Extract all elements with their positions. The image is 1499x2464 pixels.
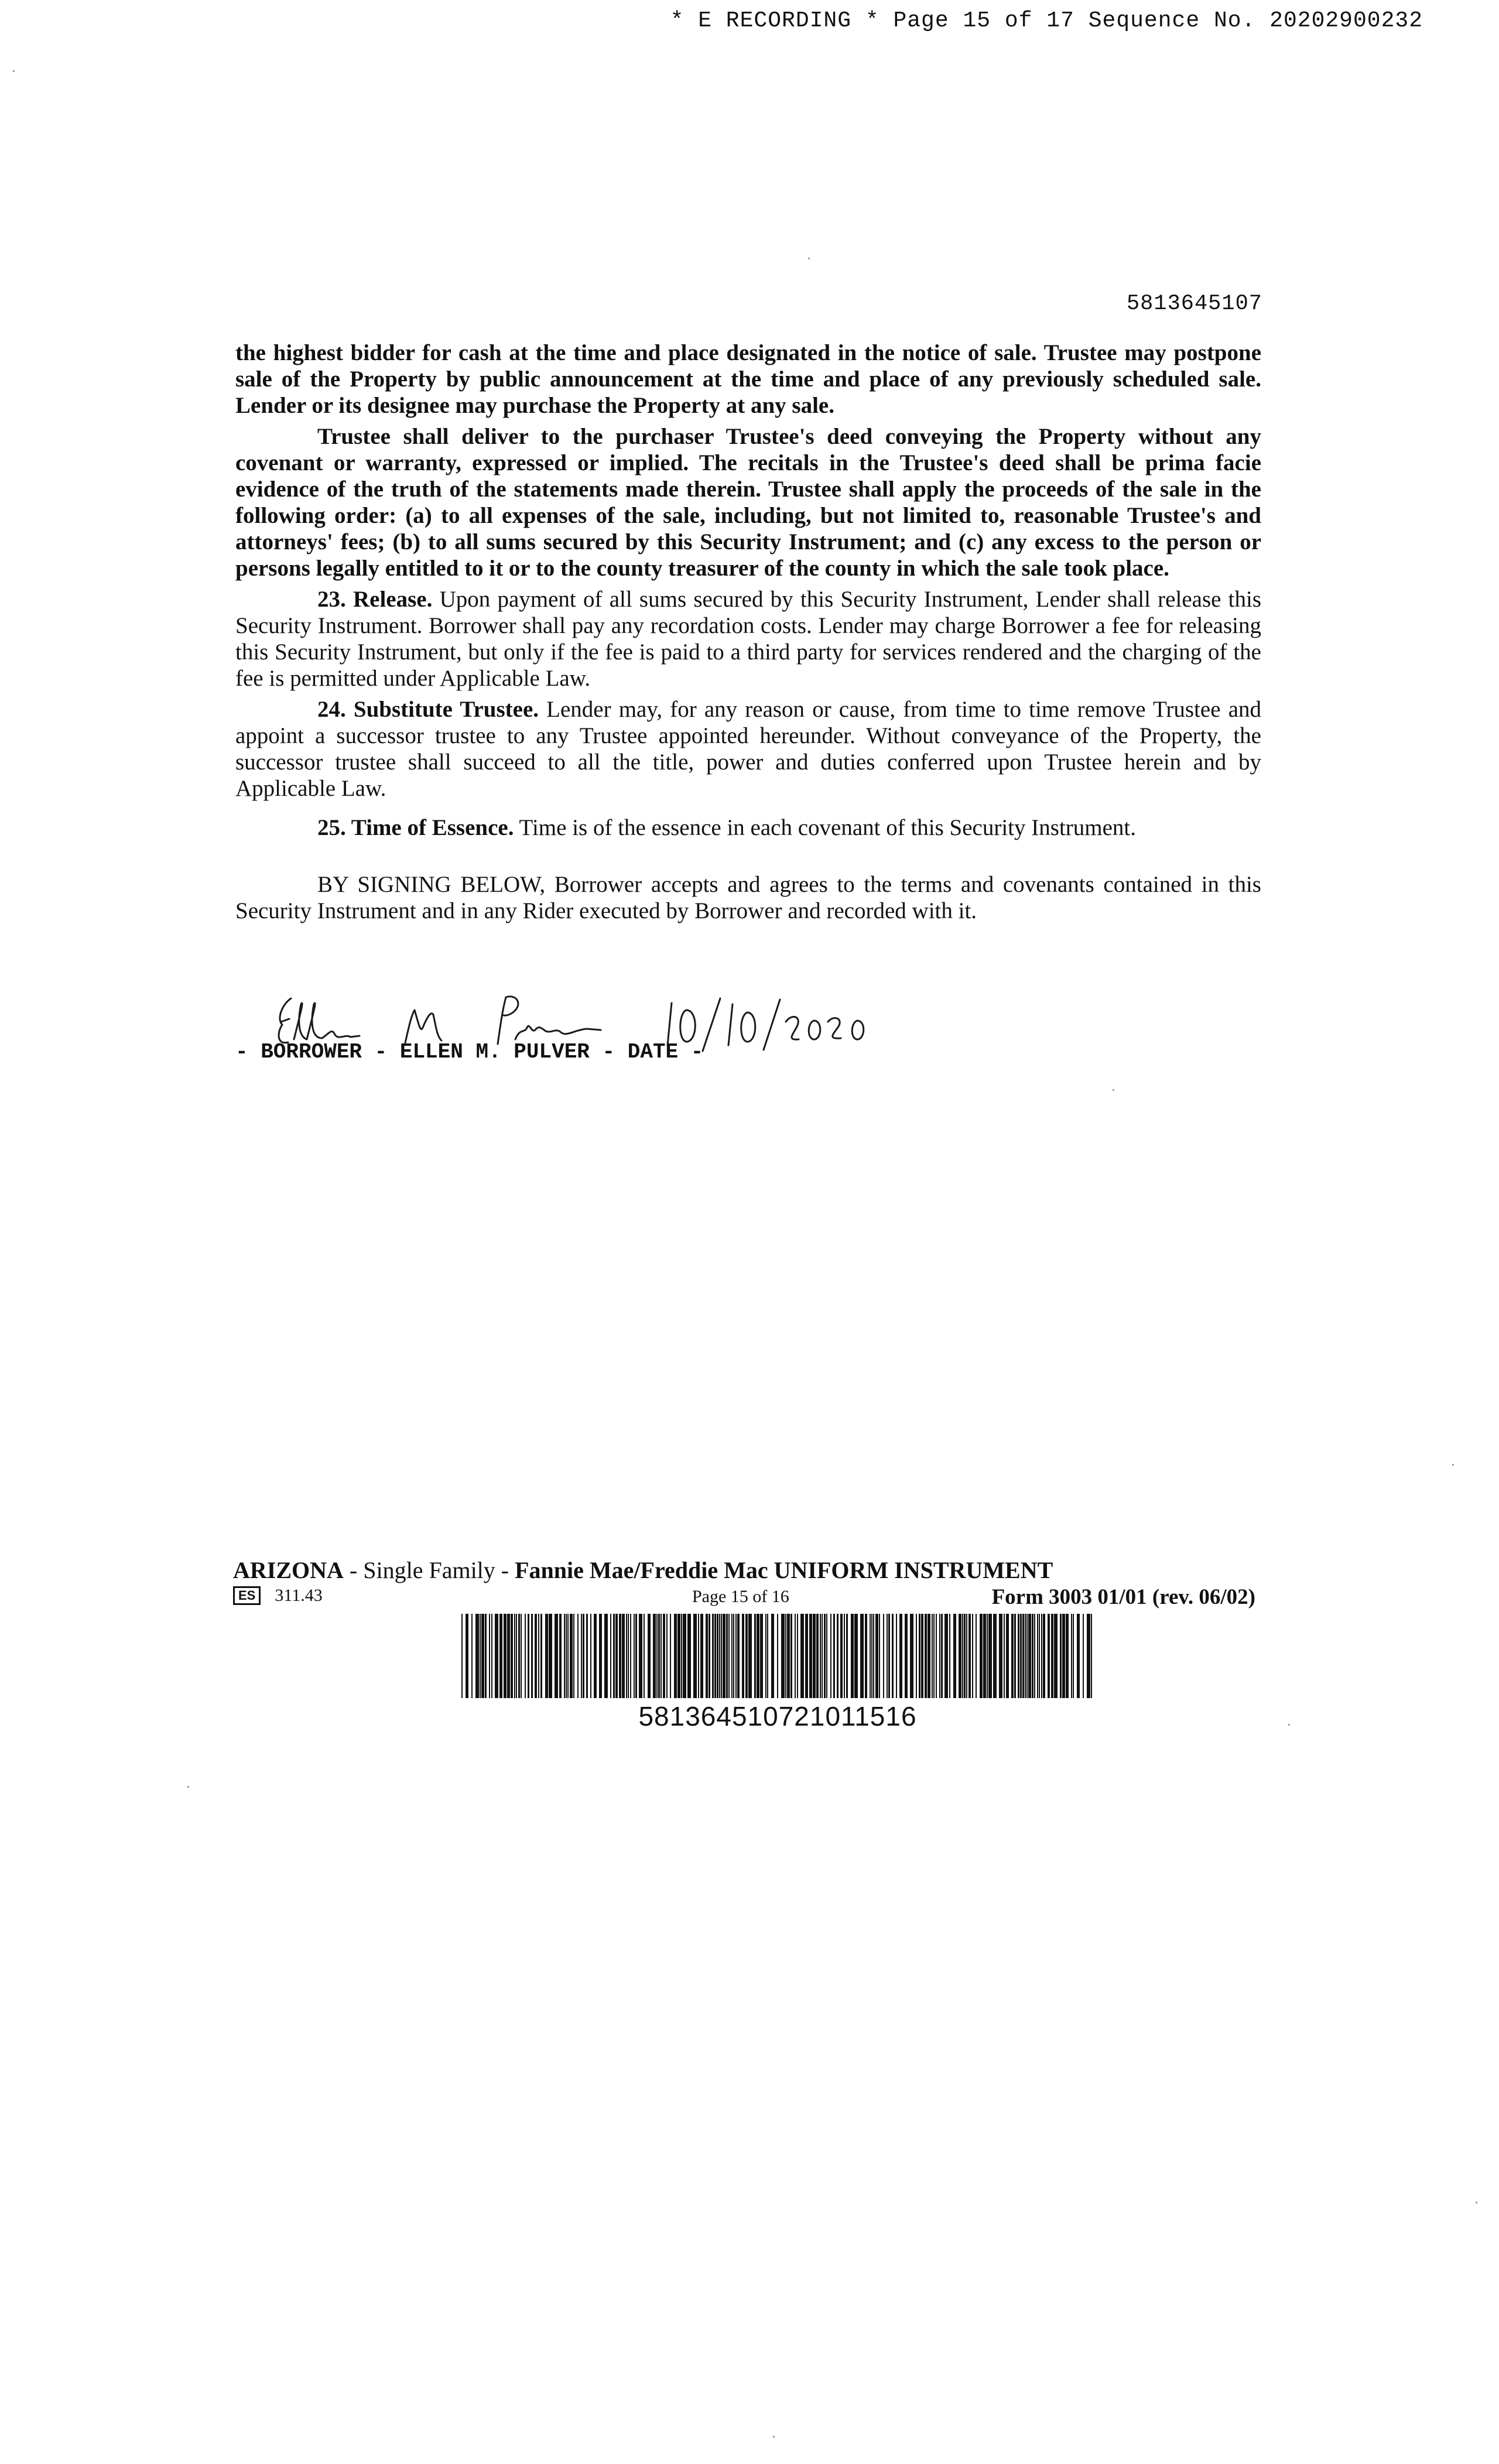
barcode-bar — [840, 1614, 843, 1698]
barcode-bar — [495, 1614, 498, 1698]
barcode-bar — [1091, 1614, 1092, 1698]
barcode-bar — [656, 1614, 658, 1698]
barcode-bar — [660, 1614, 662, 1698]
barcode-bar — [1032, 1614, 1033, 1698]
barcode-bar — [928, 1614, 930, 1698]
barcode-bar — [731, 1614, 733, 1698]
barcode-bar — [499, 1614, 502, 1698]
barcode-bar — [723, 1614, 725, 1698]
section-23-release — [235, 586, 1261, 692]
section-24-heading: 24. Substitute Trustee. — [317, 697, 539, 722]
recording-stamp: * E RECORDING * Page 15 of 17 Sequence No. 20202900232 — [670, 8, 1423, 33]
barcode-bar — [721, 1614, 722, 1698]
barcode-bar — [709, 1614, 710, 1698]
barcode-bar — [932, 1614, 933, 1698]
barcode-bar — [1051, 1614, 1053, 1698]
barcode-bar — [577, 1614, 579, 1698]
paragraph-trustee-deed: Trustee shall deliver to the purchaser Trustee's deed conveying the Property without any covenant or warranty, expressed or implied. The recitals in the Trustee's deed shall be prima facie evidence of the truth of the statements made therein. Trustee shall apply the proceeds of the sale in the following order: (a) to all expenses of the sale, including, but not limited to, reasonable Trustee's and attorneys' fees; (b) to all sums secured by this Security Instrument; and (c) any excess to the person or persons legally entitled to it or to the county treasurer of the county in which the sale took place. — [235, 424, 1261, 581]
barcode-bar — [983, 1614, 986, 1698]
barcode-bar — [887, 1614, 888, 1698]
page-indicator: Page 15 of 16 — [692, 1587, 789, 1606]
barcode-bar — [875, 1614, 878, 1698]
barcode-bar — [471, 1614, 473, 1698]
barcode-bar — [976, 1614, 977, 1698]
barcode-bar — [626, 1614, 627, 1698]
barcode-bar — [634, 1614, 635, 1698]
barcode-bar — [630, 1614, 631, 1698]
barcode-bar — [491, 1614, 492, 1698]
barcode-bar — [461, 1614, 463, 1698]
barcode-bar — [809, 1614, 812, 1698]
barcode-bar — [480, 1614, 481, 1698]
barcode-bar — [528, 1614, 529, 1698]
barcode-bar — [873, 1614, 874, 1698]
barcode-bar — [953, 1614, 956, 1698]
scan-speck — [13, 70, 15, 72]
barcode-bar — [910, 1614, 913, 1698]
barcode-bar — [795, 1614, 796, 1698]
barcode-bar — [765, 1614, 766, 1698]
barcode-bar — [628, 1614, 629, 1698]
barcode-bar — [790, 1614, 792, 1698]
barcode-bar — [1041, 1614, 1042, 1698]
barcode-bar — [1022, 1614, 1024, 1698]
barcode-bar — [674, 1614, 677, 1698]
barcode-bar — [1066, 1614, 1069, 1698]
barcode-bar — [1004, 1614, 1005, 1698]
barcode-bar — [613, 1614, 615, 1698]
barcode-bar — [698, 1614, 699, 1698]
barcode-bar — [717, 1614, 718, 1698]
barcode-bar — [549, 1614, 552, 1698]
section-25-heading: 25. Time of Essence. — [317, 815, 514, 840]
barcode-bar — [714, 1614, 716, 1698]
barcode-bar — [1034, 1614, 1035, 1698]
barcode-bar — [771, 1614, 774, 1698]
barcode-bar — [925, 1614, 927, 1698]
barcode-bar — [860, 1614, 864, 1698]
barcode-bar — [966, 1614, 967, 1698]
barcode-bar — [999, 1614, 1002, 1698]
barcode-bar — [658, 1614, 660, 1698]
loan-number: 5813645107 — [1126, 292, 1262, 316]
barcode-bar — [687, 1614, 691, 1698]
barcode-bar — [619, 1614, 621, 1698]
barcode-bar — [599, 1614, 602, 1698]
barcode-bar — [959, 1614, 961, 1698]
barcode-bar — [507, 1614, 510, 1698]
barcode-bar — [1014, 1614, 1016, 1698]
scan-speck — [1476, 2202, 1477, 2203]
barcode-bar — [781, 1614, 785, 1698]
barcode-bar — [1011, 1614, 1014, 1698]
barcode-bar — [573, 1614, 574, 1698]
barcode-bar — [944, 1614, 948, 1698]
barcode-bar — [754, 1614, 756, 1698]
scan-speck — [1113, 1089, 1114, 1091]
barcode-bar — [525, 1614, 526, 1698]
barcode-bar — [566, 1614, 567, 1698]
barcode-bar — [518, 1614, 520, 1698]
barcode-bar — [805, 1614, 808, 1698]
barcode-bar — [949, 1614, 950, 1698]
barcode-bar — [767, 1614, 768, 1698]
barcode-bar — [485, 1614, 487, 1698]
barcode-bar — [941, 1614, 943, 1698]
section-25-time-of-essence — [235, 815, 1261, 841]
barcode-bar — [677, 1614, 680, 1698]
barcode-number: 581364510721011516 — [638, 1701, 917, 1731]
barcode-bar — [820, 1614, 821, 1698]
barcode-bar — [504, 1614, 506, 1698]
barcode-bar — [570, 1614, 573, 1698]
barcode-bar — [1062, 1614, 1065, 1698]
barcode-bar — [735, 1614, 737, 1698]
barcode-bar — [816, 1614, 819, 1698]
barcode-bar — [514, 1614, 515, 1698]
barcode-bar — [1039, 1614, 1040, 1698]
barcode-bar — [822, 1614, 823, 1698]
section-23-body: Upon payment of all sums secured by this Security Instrument, Lender shall release this Security Instrument. Borrower shall pay any recordation costs. Lender may charge Borrower a fee for releasing this Security Instrument, but only if the fee is paid to a third party for services rendered and the charging of the fee is permitted under Applicable Law. — [235, 587, 1262, 691]
barcode-bar — [745, 1614, 748, 1698]
barcode-bar — [1018, 1614, 1019, 1698]
barcode-bar — [980, 1614, 983, 1698]
barcode-bar — [681, 1614, 682, 1698]
barcode-bar — [1043, 1614, 1045, 1698]
barcode-bar — [742, 1614, 744, 1698]
barcode-bar — [670, 1614, 671, 1698]
barcode-bar — [555, 1614, 558, 1698]
section-24-body: Lender may, for any reason or cause, from time to time remove Trustee and appoint a successor trustee to any Trustee appointed hereunder. Without conveyance of the Property, the successor trustee shall succeed to all the title, power and duties conferred upon Trustee herein and by Applicable Law. — [235, 697, 1262, 801]
barcode-bar — [535, 1614, 537, 1698]
barcode-bar — [639, 1614, 642, 1698]
signing-statement: BY SIGNING BELOW, Borrower accepts and agrees to the terms and covenants contained in this Security Instrument and in any Rider executed by Borrower and recorded with it. — [235, 872, 1261, 923]
barcode-bar — [883, 1614, 884, 1698]
form-number: Form 3003 01/01 (rev. 06/02) — [991, 1585, 1255, 1609]
barcode-bar — [987, 1614, 988, 1698]
barcode-bar — [583, 1614, 584, 1698]
barcode-bar — [777, 1614, 778, 1698]
borrower-caption: - BORROWER - ELLEN M. PULVER - DATE - — [235, 1040, 704, 1064]
barcode-bar — [1071, 1614, 1072, 1698]
barcode-bar — [733, 1614, 734, 1698]
barcode-bar — [594, 1614, 597, 1698]
barcode-bar — [905, 1614, 908, 1698]
barcode-bar — [610, 1614, 611, 1698]
barcode-bar — [787, 1614, 790, 1698]
section-23-heading: 23. Release. — [317, 587, 433, 612]
barcode — [461, 1614, 1094, 1698]
barcode-bar — [993, 1614, 997, 1698]
scan-speck — [773, 2436, 775, 2438]
barcode-bar — [797, 1614, 798, 1698]
footer-title — [233, 1556, 1053, 1584]
barcode-bar — [1028, 1614, 1031, 1698]
barcode-bar — [757, 1614, 759, 1698]
barcode-bar — [854, 1614, 858, 1698]
barcode-bar — [879, 1614, 880, 1698]
barcode-bar — [933, 1614, 935, 1698]
barcode-bar — [615, 1614, 618, 1698]
barcode-bar — [899, 1614, 902, 1698]
barcode-bar — [719, 1614, 720, 1698]
barcode-bar — [511, 1614, 513, 1698]
barcode-bar — [663, 1614, 665, 1698]
barcode-bar — [1048, 1614, 1050, 1698]
barcode-bar — [968, 1614, 971, 1698]
scan-speck — [1452, 1464, 1454, 1466]
barcode-bar — [830, 1614, 831, 1698]
barcode-bar — [1087, 1614, 1090, 1698]
barcode-bar — [540, 1614, 542, 1698]
barcode-bar — [700, 1614, 703, 1698]
barcode-bar — [833, 1614, 835, 1698]
barcode-bar — [590, 1614, 591, 1698]
barcode-bar — [1054, 1614, 1057, 1698]
barcode-bar — [871, 1614, 872, 1698]
barcode-bar — [489, 1614, 490, 1698]
barcode-bar — [545, 1614, 548, 1698]
barcode-bar — [892, 1614, 894, 1698]
scan-speck — [187, 1786, 189, 1788]
barcode-bar — [622, 1614, 625, 1698]
barcode-bar — [988, 1614, 992, 1698]
barcode-bar — [466, 1614, 468, 1698]
barcode-bar — [964, 1614, 966, 1698]
barcode-bar — [604, 1614, 608, 1698]
barcode-bar — [726, 1614, 728, 1698]
barcode-bar — [653, 1614, 656, 1698]
barcode-bar — [851, 1614, 854, 1698]
barcode-bar — [896, 1614, 897, 1698]
barcode-bar — [531, 1614, 533, 1698]
scan-speck — [808, 258, 810, 259]
barcode-bar — [1077, 1614, 1080, 1698]
barcode-bar — [826, 1614, 827, 1698]
barcode-bar — [837, 1614, 839, 1698]
barcode-bar — [919, 1614, 920, 1698]
barcode-bar — [824, 1614, 826, 1698]
barcode-bar — [1037, 1614, 1038, 1698]
barcode-bar — [846, 1614, 848, 1698]
barcode-bar — [538, 1614, 539, 1698]
barcode-bar — [921, 1614, 923, 1698]
footer-state: ARIZONA — [233, 1557, 344, 1583]
barcode-bar — [1025, 1614, 1026, 1698]
barcode-bar — [666, 1614, 668, 1698]
barcode-bar — [785, 1614, 786, 1698]
barcode-bar — [728, 1614, 730, 1698]
barcode-bar — [516, 1614, 517, 1698]
barcode-bar — [962, 1614, 963, 1698]
barcode-bar — [581, 1614, 582, 1698]
footer-separator: - Single Family - — [343, 1557, 515, 1583]
barcode-bar — [567, 1614, 569, 1698]
barcode-bar — [1006, 1614, 1009, 1698]
barcode-bar — [972, 1614, 973, 1698]
barcode-bar — [870, 1614, 871, 1698]
barcode-bar — [888, 1614, 890, 1698]
barcode-bar — [1026, 1614, 1028, 1698]
scan-speck — [1288, 1724, 1290, 1726]
document-body — [235, 340, 1261, 929]
section-25-body: Time is of the essence in each covenant of this Security Instrument. — [519, 815, 1136, 840]
barcode-bar — [939, 1614, 940, 1698]
barcode-bar — [712, 1614, 714, 1698]
barcode-bar — [936, 1614, 937, 1698]
barcode-bar — [844, 1614, 845, 1698]
barcode-bar — [1083, 1614, 1084, 1698]
barcode-bar — [1060, 1614, 1062, 1698]
section-24-substitute-trustee — [235, 696, 1261, 802]
barcode-bar — [800, 1614, 804, 1698]
barcode-bar — [586, 1614, 588, 1698]
barcode-bar — [521, 1614, 522, 1698]
barcode-bar — [683, 1614, 686, 1698]
form-code-group — [233, 1586, 323, 1606]
barcode-bar — [648, 1614, 651, 1698]
footer-instrument: Fannie Mae/Freddie Mac UNIFORM INSTRUMENT — [515, 1557, 1053, 1583]
barcode-bar — [475, 1614, 479, 1698]
barcode-bar — [1020, 1614, 1022, 1698]
barcode-bar — [916, 1614, 917, 1698]
barcode-bar — [693, 1614, 697, 1698]
footer-meta — [233, 1585, 1255, 1614]
form-code: 311.43 — [275, 1586, 323, 1605]
barcode-bar — [737, 1614, 740, 1698]
barcode-bar — [813, 1614, 816, 1698]
barcode-bar — [748, 1614, 752, 1698]
barcode-bar — [865, 1614, 867, 1698]
barcode-bar — [635, 1614, 637, 1698]
barcode-bar — [1073, 1614, 1074, 1698]
barcode-bar — [706, 1614, 708, 1698]
ellie-mae-logo-icon: ES — [233, 1586, 261, 1605]
barcode-bar — [481, 1614, 484, 1698]
barcode-bar — [564, 1614, 565, 1698]
paragraph-sale-continuation: the highest bidder for cash at the time and place designated in the notice of sale. Trustee may postpone sale of the Property by public announcement at the time and place of any previously scheduled sale. Lender or its designee may purchase the Property at any sale. — [235, 340, 1261, 418]
barcode-bar — [644, 1614, 645, 1698]
barcode-bar — [559, 1614, 562, 1698]
barcode-bar — [760, 1614, 763, 1698]
